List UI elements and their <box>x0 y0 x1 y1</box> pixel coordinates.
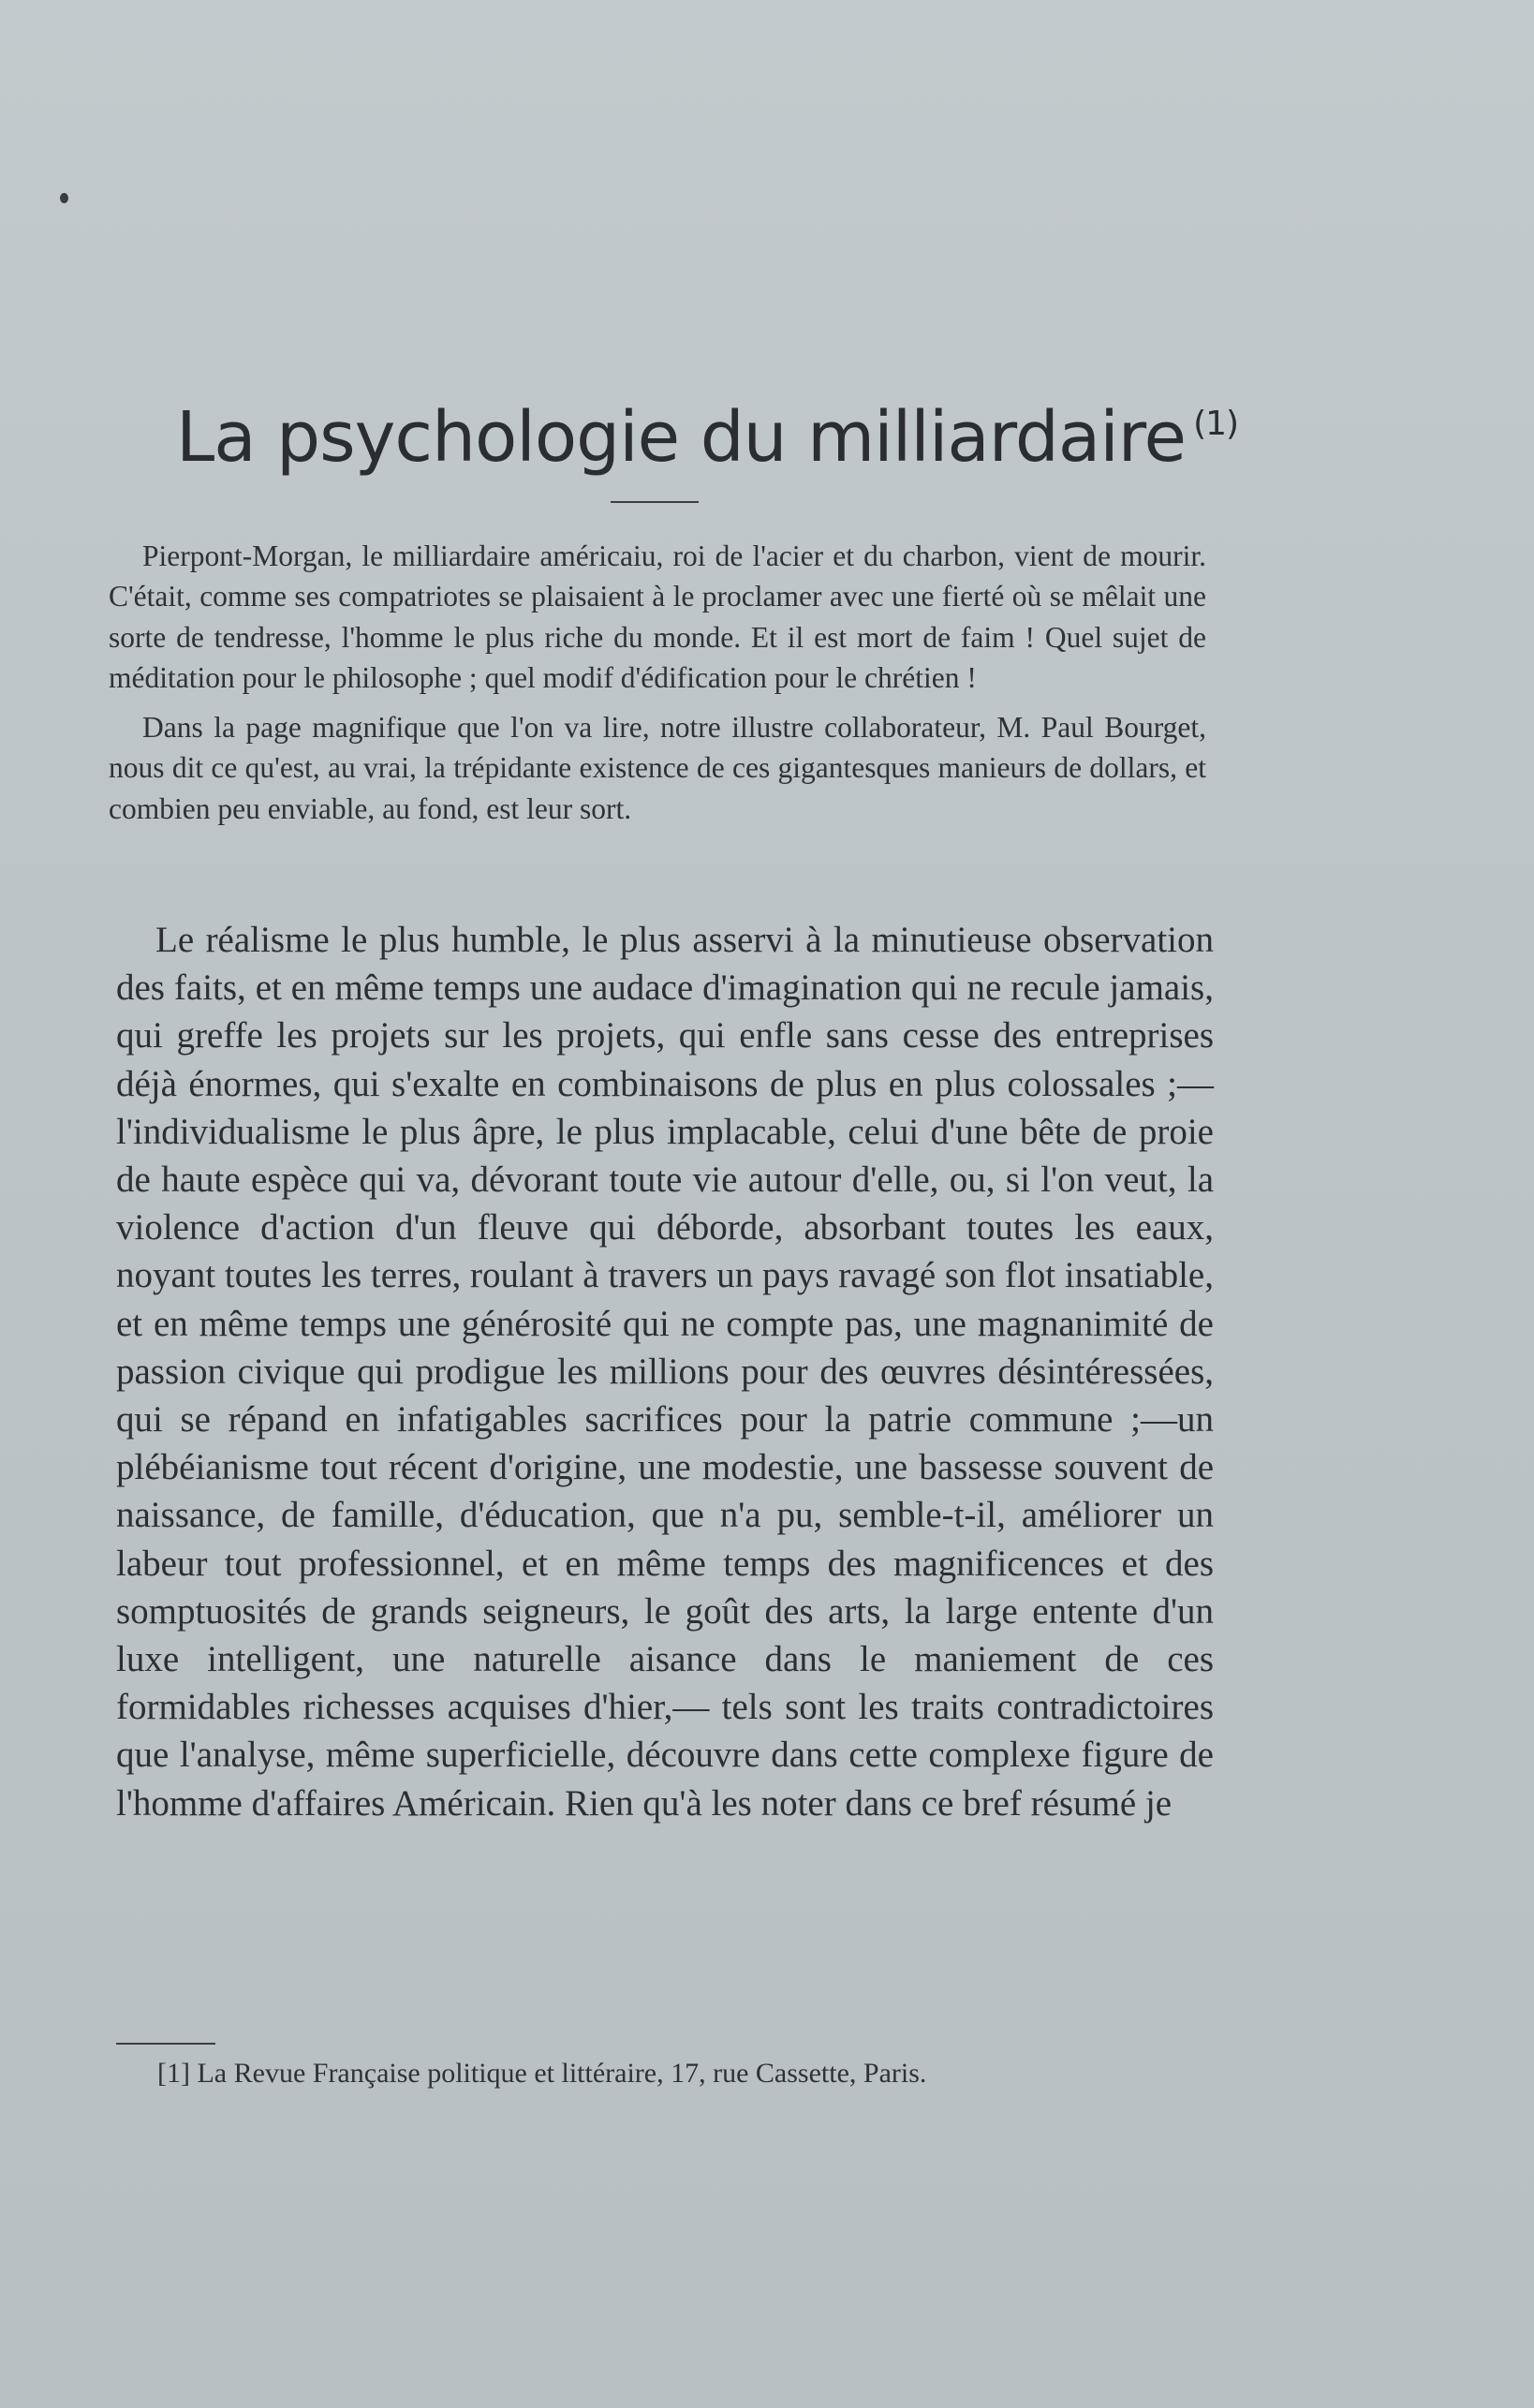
article-title <box>176 373 1238 489</box>
intro-paragraph: Dans la page magnifique que l'on va lire, notre illustre collaborateur, M. Paul Bourget, nous dit ce qu'est, au vrai, la trépidante existence de ces gigantesques manieurs de dollars, et combien peu enviable, au fond, est leur sort. <box>109 711 1206 825</box>
title-note-marker: (1) <box>1193 405 1239 443</box>
intro-paragraph: Pierpont-Morgan, le milliardaire américaiu, roi de l'acier et du charbon, vient de mourir. C'était, comme ses compatriotes se plaisaient à le proclamer avec une fierté où se mêlait une sorte de tendresse, l'homme le plus riche du monde. Et il est mort de faim ! Quel sujet de méditation pour le philosophe ; quel modif d'édification pour le chrétien ! <box>109 539 1206 694</box>
intro-block <box>109 536 1206 838</box>
ink-speck <box>60 193 68 203</box>
body-paragraph: Le réalisme le plus humble, le plus asservi à la minutieuse observation des faits, et en même temps une audace d'imagination qui ne recule jamais, qui greffe les projets sur les projets, qui enfle sans cesse des entreprises déjà énormes, qui s'exalte en combinaisons de plus en plus colossales ;— l'individualisme le plus âpre, le plus implacable, celui d'une bête de proie de haute espèce qui va, dévorant toute vie autour d'elle, ou, si l'on veut, la violence d'action d'un fleuve qui déborde, absorbant toutes les eaux, noyant toutes les terres, roulant à travers un pays ravagé son flot insatiable, et en même temps une générosité qui ne compte pas, une magnanimité de passion civique qui prodigue les millions pour des œuvres désintéressées, qui se répand en infatigables sacrifices pour la patrie commune ;—un plébéianisme tout récent d'origine, une modestie, une bassesse souvent de naissance, de famille, d'éducation, que n'a pu, semble-t-il, améliorer un labeur tout professionnel, et en même temps des magnificences et des somptuosités de grands seigneurs, le goût des arts, la large entente d'un luxe intelligent, une naturelle aisance dans le maniement de ces formidables richesses acquises d'hier,— tels sont les traits contradictoires que l'analyse, même superficielle, découvre dans cette complexe figure de l'homme d'affaires Américain. Rien qu'à les noter dans ce bref résumé je <box>116 920 1214 1824</box>
title-divider <box>611 501 699 503</box>
body-text <box>116 916 1214 1827</box>
footnote: [1] La Revue Française politique et littéraire, 17, rue Cassette, Paris. <box>157 2058 927 2089</box>
article-title-text: La psychologie du milliardaire <box>176 397 1187 478</box>
footnote-divider <box>116 2043 215 2045</box>
